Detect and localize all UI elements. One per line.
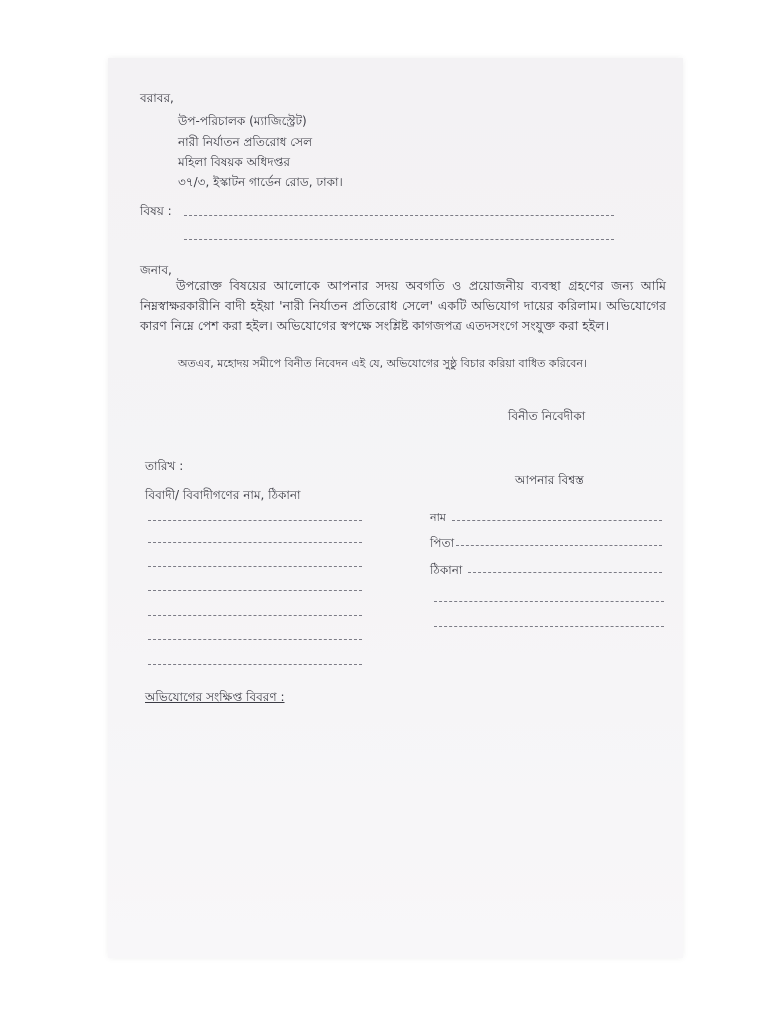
applicant-address-line-1 (468, 572, 662, 573)
subject-line-2 (184, 239, 614, 240)
subject-label: বিষয় : (140, 204, 172, 218)
applicant-father-label: পিতা (430, 536, 455, 550)
addressee-line-2: নারী নির্যাতন প্রতিরোধ সেল (178, 135, 313, 149)
defendant-line-4 (148, 590, 362, 591)
addressee-line-1: উপ-পরিচালক (ম্যাজিস্ট্রেট) (178, 114, 307, 128)
applicant-name-line (452, 520, 662, 521)
applicant-address-line-2 (434, 601, 664, 602)
defendant-line-1 (148, 520, 362, 521)
greeting: জনাব, (140, 263, 172, 277)
closing-paragraph: অতএব, মহোদয় সমীপে বিনীত নিবেদন এই যে, অভিযোগের সুষ্ঠু বিচার করিয়া বাধিত করিবেন। (178, 357, 587, 370)
defendant-line-2 (148, 542, 362, 543)
salutation-to: বরাবর, (140, 91, 174, 105)
body-paragraph (140, 276, 666, 336)
applicant-address-line-3 (434, 626, 664, 627)
sign-off: বিনীত নিবেদীকা (508, 409, 586, 423)
defendant-line-7 (148, 664, 362, 665)
addressee-line-3: মহিলা বিষয়ক অধিদপ্তর (178, 155, 290, 169)
applicant-name-label: নাম (430, 511, 446, 524)
addressee-line-4: ৩৭/৩, ইস্কাটন গার্ডেন রোড, ঢাকা। (178, 175, 343, 189)
defendant-line-6 (148, 639, 362, 640)
subject-line-1 (184, 215, 614, 216)
defendant-line-3 (148, 566, 362, 567)
defendant-line-5 (148, 615, 362, 616)
form-paper (108, 58, 683, 958)
yours-faithfully: আপনার বিশ্বস্ত (515, 473, 584, 487)
complaint-summary-label: অভিযোগের সংক্ষিপ্ত বিবরণ : (145, 690, 285, 704)
applicant-address-label: ঠিকানা (430, 563, 463, 577)
applicant-father-line (456, 545, 662, 546)
body-paragraph-text: উপরোক্ত বিষয়ের আলোকে আপনার সদয় অবগতি ও প্রয়োজনীয় ব্যবস্থা গ্রহণের জন্য আমি নিম্নস্বাক্ষরকারীনি বাদী হইয়া 'নারী নির্যাতন প্রতিরোধ সেলে' একটি অভিযোগ দায়ের করিলাম। অভিযোগের কারণ নিম্নে পেশ করা হইল। অভিযোগের স্বপক্ষে সংশ্লিষ্ট কাগজপত্র এতদসংগে সংযুক্ত করা হইল। (140, 278, 666, 333)
date-label: তারিখ : (145, 459, 184, 473)
defendant-label: বিবাদী/ বিবাদীগণের নাম, ঠিকানা (145, 488, 301, 502)
